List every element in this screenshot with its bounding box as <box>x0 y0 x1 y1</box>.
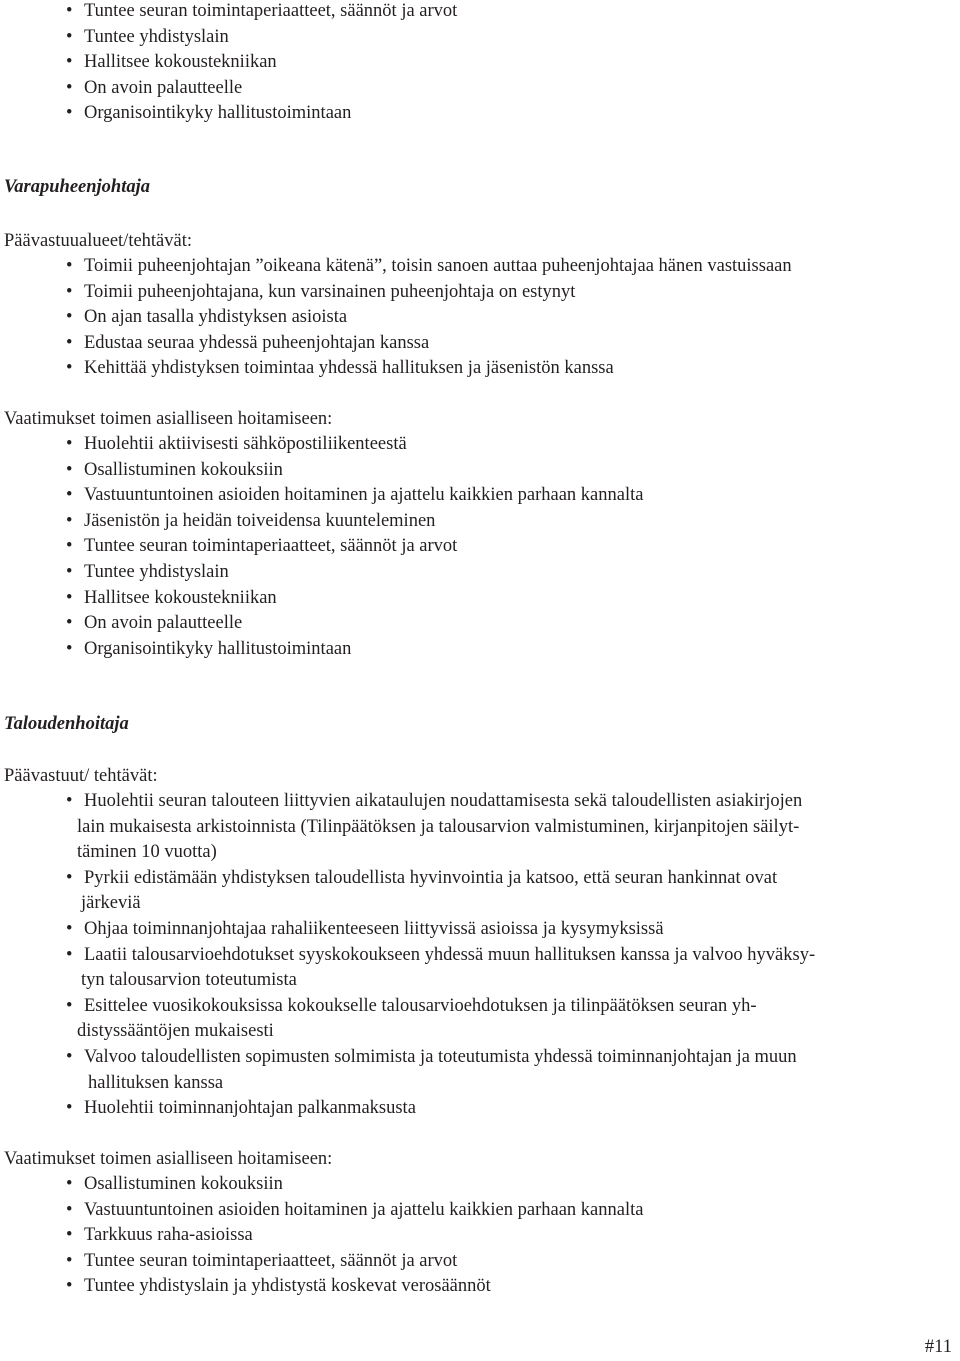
list-item: • Toimii puheenjohtajan ”oikeana kätenä”, toisin sanoen auttaa puheenjohtajaa hänen vastuissaan <box>66 256 792 276</box>
list-item: • Tuntee yhdistyslain <box>66 561 229 582</box>
vice-requirements-block <box>0 432 950 662</box>
list-item: • Tuntee yhdistyslain ja yhdistystä koskevat verosäännöt <box>66 1276 491 1297</box>
treasurer-heading: Taloudenhoitaja <box>4 714 129 734</box>
vice-duties-block <box>0 254 950 382</box>
treasurer-duties-label: Päävastuut/ tehtävät: <box>4 766 158 786</box>
list-item: • Tuntee seuran toimintaperiaatteet, säännöt ja arvot <box>66 1250 458 1271</box>
list-item: • Osallistuminen kokouksiin <box>66 459 283 480</box>
treasurer-requirements-label: Vaatimukset toimen asialliseen hoitamiseen: <box>4 1149 333 1169</box>
list-item: • Osallistuminen kokouksiin <box>66 1174 283 1194</box>
top-list-block <box>0 0 950 127</box>
vice-chair-heading: Varapuheenjohtaja <box>4 177 150 197</box>
vice-requirements-list <box>0 432 950 662</box>
list-item: • Tuntee seuran toimintaperiaatteet, säännöt ja arvot <box>66 536 458 557</box>
list-item: • Vastuuntuntoinen asioiden hoitaminen ja ajattelu kaikkien parhaan kannalta <box>66 1199 644 1220</box>
list-item: • Huolehtii toiminnanjohtajan palkanmaksusta <box>66 1098 416 1119</box>
list-item: • Organisointikyky hallitustoimintaan <box>66 638 352 659</box>
list-item: • On ajan tasalla yhdistyksen asioista <box>66 307 348 328</box>
list-item: • Valvoo taloudellisten sopimusten solmimista ja toteutumista yhdessä toiminnanjohtajan ja muun hallituksen kanssa <box>66 1046 797 1093</box>
list-item: • Hallitsee kokoustekniikan <box>66 587 277 608</box>
treasurer-requirements-block <box>0 1172 950 1300</box>
list-item: • Hallitsee kokoustekniikan <box>66 52 277 73</box>
list-item: • Edustaa seuraa yhdessä puheenjohtajan kanssa <box>66 332 430 353</box>
list-item: • Vastuuntuntoinen asioiden hoitaminen ja ajattelu kaikkien parhaan kannalta <box>66 485 644 506</box>
list-item: • Pyrkii edistämään yhdistyksen taloudellista hyvinvointia ja katsoo, että seuran hankinnat ovat järkeviä <box>66 867 778 914</box>
list-item: • Tuntee yhdistyslain <box>66 26 229 47</box>
vice-requirements-label: Vaatimukset toimen asialliseen hoitamiseen: <box>4 409 333 429</box>
top-list <box>0 0 950 127</box>
list-item: • Huolehtii aktiivisesti sähköpostiliikenteestä <box>66 434 407 454</box>
list-item: • On avoin palautteelle <box>66 613 243 634</box>
treasurer-duties-list <box>0 789 950 1122</box>
list-item: • Tuntee seuran toimintaperiaatteet, säännöt ja arvot <box>66 1 458 21</box>
list-item: • Ohjaa toiminnanjohtajaa rahaliikenteeseen liittyvissä asioissa ja kysymyksissä <box>66 918 664 939</box>
list-item: • Laatii talousarvioehdotukset syyskokoukseen yhdessä muun hallituksen kanssa ja valvoo hyväksy- tyn talousarvion toteutumista <box>66 944 816 991</box>
treasurer-duties-block <box>0 789 950 1122</box>
list-item: • On avoin palautteelle <box>66 77 243 98</box>
vice-duties-label: Päävastuualueet/tehtävät: <box>4 231 193 251</box>
treasurer-requirements-list <box>0 1172 950 1300</box>
page-number: #11 <box>924 1337 952 1357</box>
list-item: • Toimii puheenjohtajana, kun varsinainen puheenjohtaja on estynyt <box>66 281 576 302</box>
list-item: • Huolehtii seuran talouteen liittyvien aikataulujen noudattamisesta sekä taloudellisten asiakirjojen lain mukaisesta arkistoinnista (Tilinpäätöksen ja talousarvion valmistuminen, kirjanpitojen säilyt- täminen 10 vuotta) <box>66 791 803 863</box>
list-item: • Jäsenistön ja heidän toiveidensa kuunteleminen <box>66 510 436 531</box>
list-item: • Tarkkuus raha-asioissa <box>66 1225 253 1246</box>
list-item: • Organisointikyky hallitustoimintaan <box>66 103 352 124</box>
list-item: • Kehittää yhdistyksen toimintaa yhdessä hallituksen ja jäsenistön kanssa <box>66 358 614 379</box>
vice-duties-list <box>0 254 950 382</box>
list-item: • Esittelee vuosikokouksissa kokoukselle talousarvioehdotuksen ja tilinpäätöksen seuran yh- distyssääntöjen mukaisesti <box>66 995 757 1042</box>
